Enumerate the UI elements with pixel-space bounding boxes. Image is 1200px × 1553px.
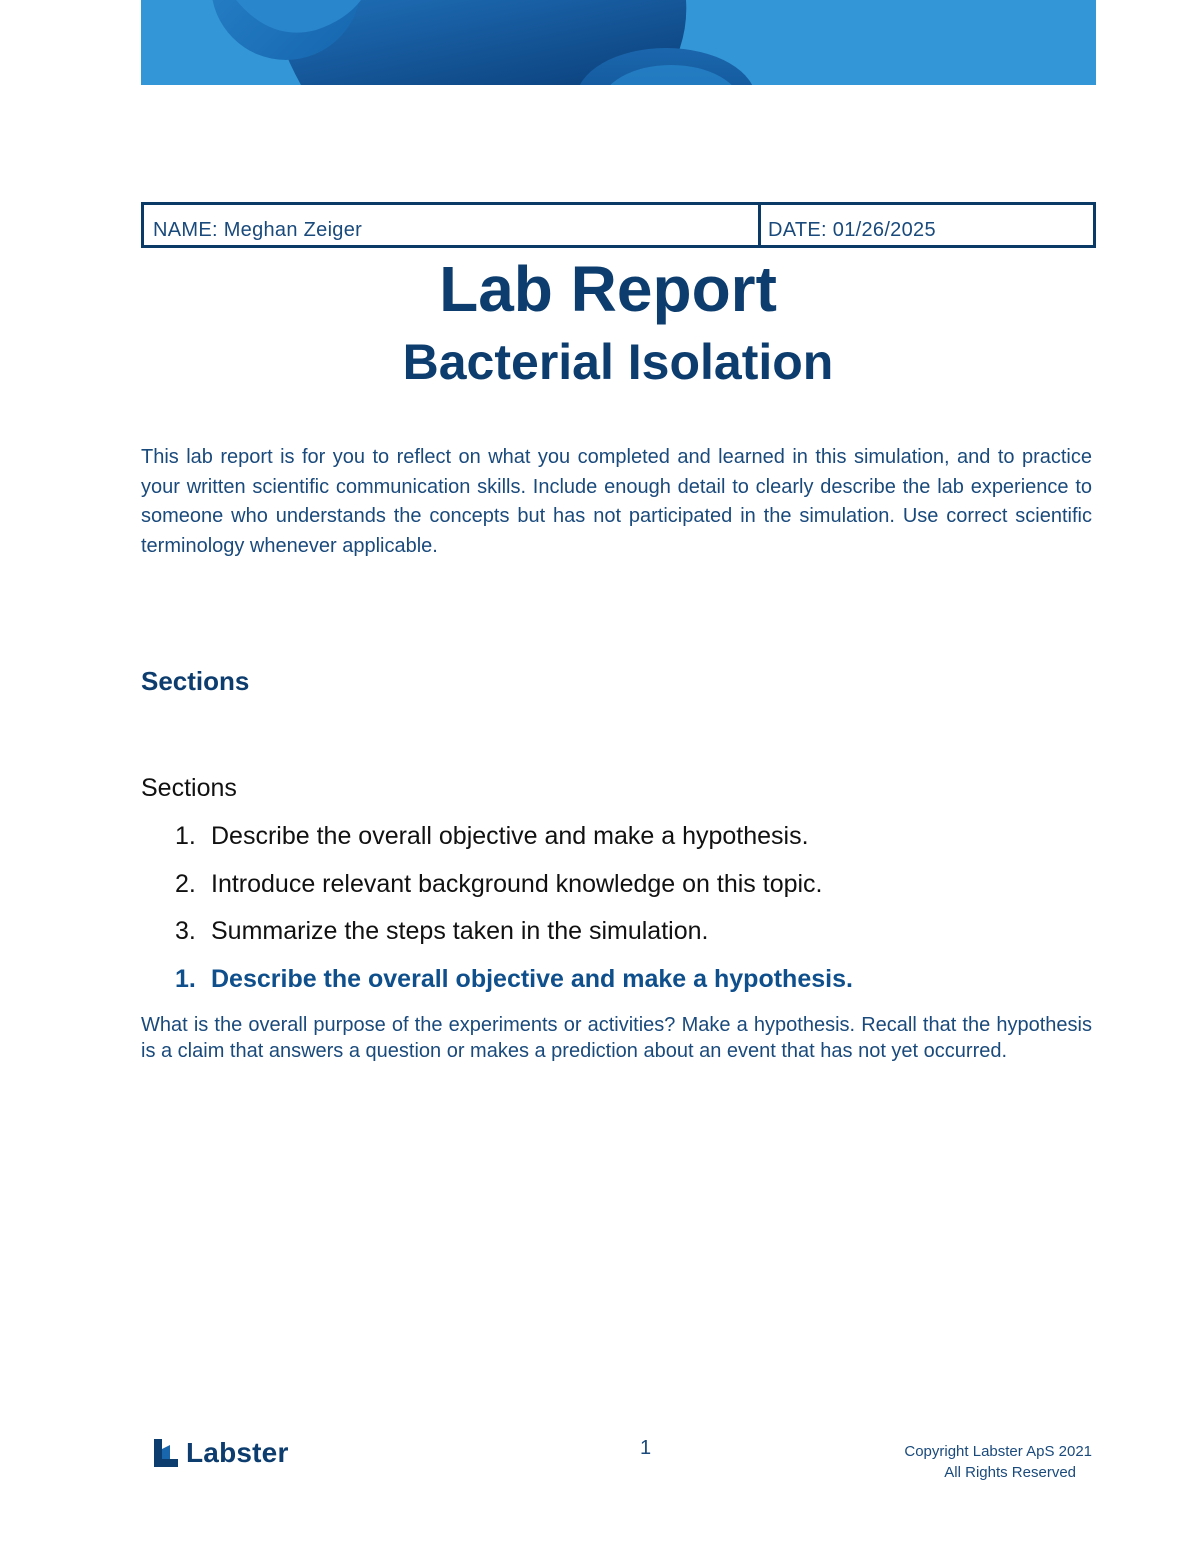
sections-heading: Sections (141, 666, 250, 696)
list-item-number: 2. (175, 869, 196, 898)
page-number: 1 (640, 1437, 652, 1459)
name-field[interactable]: NAME: Meghan Zeiger (144, 205, 761, 245)
list-item-text: Introduce relevant background knowledge on this topic. (211, 869, 823, 898)
list-item-text: Summarize the steps taken in the simulation. (211, 917, 709, 945)
banner-decoration (141, 0, 1096, 85)
copyright-notice (904, 1441, 1092, 1483)
objective-prompt: What is the overall purpose of the experiments or activities? Make a hypothesis. Recall that the hypothesis is a claim that answers a question or makes a prediction about an event that has not yet occurred. (141, 1014, 1092, 1062)
list-item-number: 1. (175, 964, 196, 993)
labster-logo-icon (152, 1437, 180, 1469)
list-item-number: 1. (175, 822, 196, 850)
date-field[interactable]: DATE: 01/26/2025 (768, 219, 936, 241)
rights-line: All Rights Reserved (944, 1464, 1076, 1481)
labster-logo (152, 1437, 289, 1469)
student-info-table (141, 202, 1096, 248)
copyright-line: Copyright Labster ApS 2021 (904, 1443, 1092, 1460)
page-title: Lab Report (439, 253, 777, 325)
logo-text: Labster (186, 1437, 289, 1468)
list-item-number: 3. (175, 917, 196, 945)
intro-paragraph: This lab report is for you to reflect on what you completed and learned in this simulation, and to practice your written scientific communication skills. Include enough detail to clearly describe the lab experience to someone who understands the concepts but has not participated in the simulation. Use correct scientific terminology whenever applicable. (141, 446, 1092, 557)
list-item-text: Describe the overall objective and make a hypothesis. (211, 822, 809, 850)
page-subtitle: Bacterial Isolation (402, 334, 834, 390)
list-item-text: Describe the overall objective and make a hypothesis. (211, 964, 853, 993)
header-banner (141, 0, 1096, 85)
sections-label: Sections (141, 774, 237, 802)
